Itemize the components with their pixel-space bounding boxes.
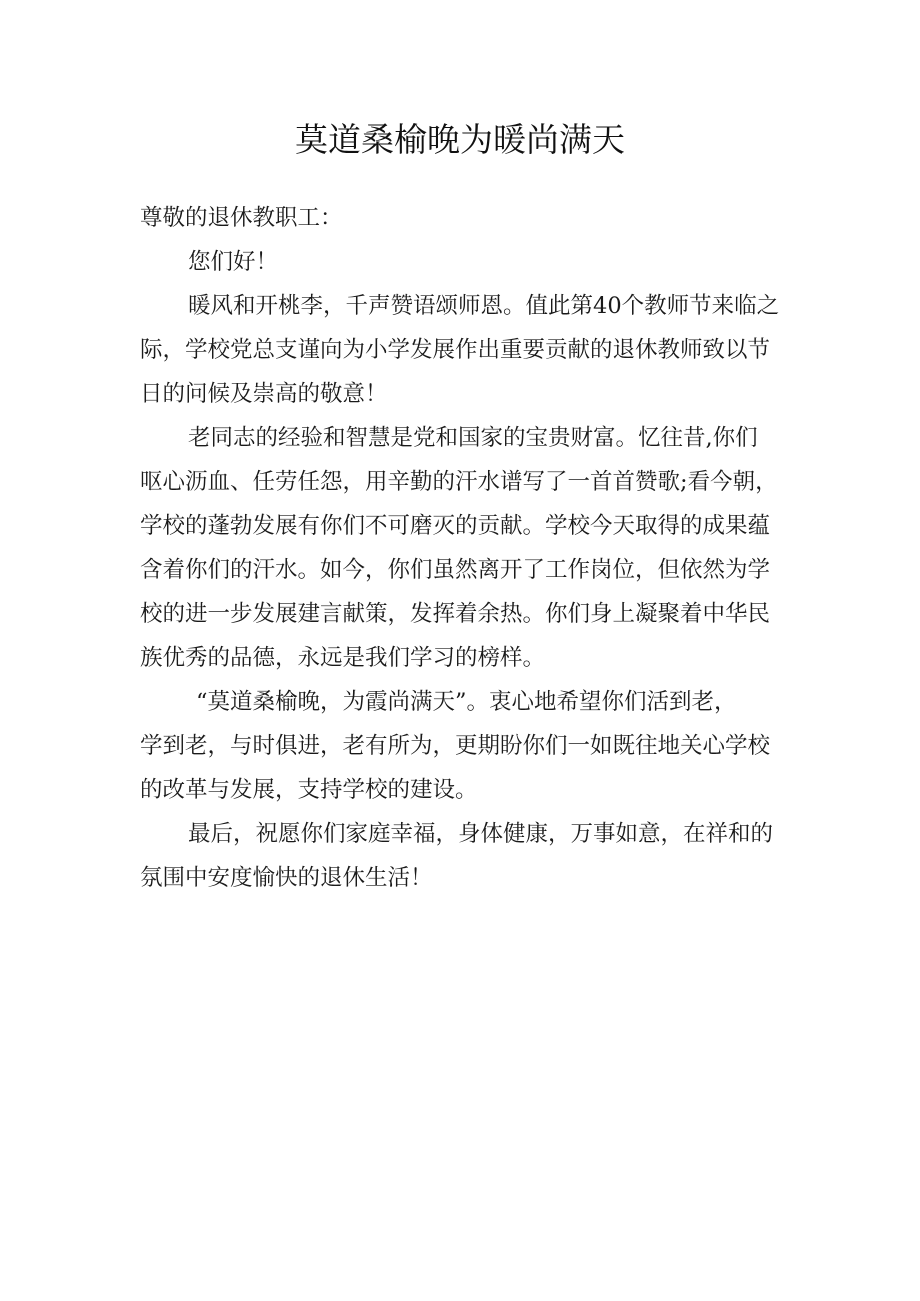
paragraph-line: 学到老，与时俱进，老有所为，更期盼你们一如既往地关心学校 bbox=[140, 733, 771, 759]
paragraph-line: 氛围中安度愉快的退休生活！ bbox=[140, 865, 433, 891]
letter-body bbox=[140, 196, 785, 900]
paragraph-line: 暖风和开桃李，千声赞语颂师恩。值此第40个教师节来临之 bbox=[188, 293, 780, 319]
paragraph-line: 校的进一步发展建言献策，发挥着余热。你们身上凝聚着中华民 bbox=[140, 601, 771, 627]
paragraph-line: 最后，祝愿你们家庭幸福，身体健康，万事如意，在祥和的 bbox=[188, 821, 774, 847]
paragraph-2 bbox=[140, 416, 785, 680]
paragraph-3 bbox=[140, 680, 785, 812]
paragraph-line: 呕心沥血、任劳任怨，用辛勤的汗水谱写了一首首赞歌;看今朝， bbox=[140, 469, 778, 495]
salutation: 尊敬的退休教职工： bbox=[140, 205, 343, 231]
paragraph-line: 含着你们的汗水。如今，你们虽然离开了工作岗位，但依然为学 bbox=[140, 557, 771, 583]
paragraph-line: 日的问候及崇高的敬意！ bbox=[140, 381, 388, 407]
paragraph-4 bbox=[140, 812, 785, 900]
paragraph-line: “莫道桑榆晚，为霞尚满天”。衷心地希望你们活到老， bbox=[196, 689, 737, 715]
paragraph-line: 的改革与发展，支持学校的建设。 bbox=[140, 777, 478, 803]
paragraph-1 bbox=[140, 284, 785, 416]
paragraph-line: 际，学校党总支谨向为小学发展作出重要贡献的退休教师致以节 bbox=[140, 337, 771, 363]
paragraph-line: 族优秀的品德，永远是我们学习的榜样。 bbox=[140, 645, 546, 671]
greeting: 您们好！ bbox=[188, 249, 279, 275]
paragraph-line: 学校的蓬勃发展有你们不可磨灭的贡献。学校今天取得的成果蕴 bbox=[140, 513, 771, 539]
document-title: 莫道桑榆晚为暖尚满天 bbox=[295, 120, 625, 159]
paragraph-line: 老同志的经验和智慧是党和国家的宝贵财富。忆往昔,你们 bbox=[188, 425, 758, 451]
